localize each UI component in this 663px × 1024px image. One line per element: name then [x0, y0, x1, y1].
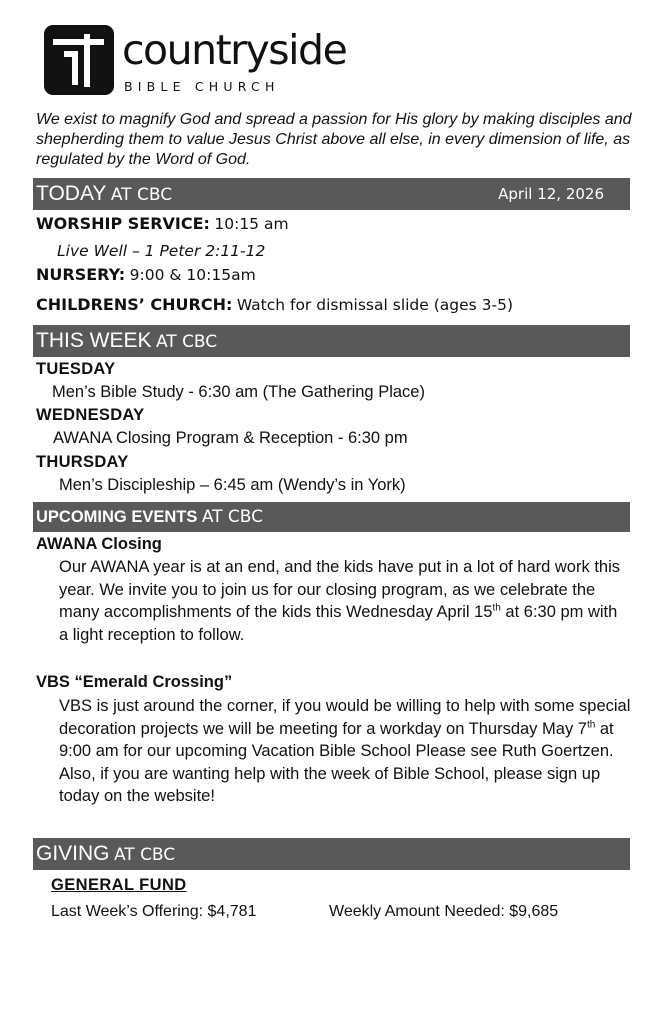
awana-text-a: Our AWANA year is at an end, and the kids have put in a lot of hard work this year. We invite you to join us for our closing program, as we celebrate the many accomplishments of the kids this Wednesday April 15 — [59, 558, 620, 621]
church-logo-icon — [44, 25, 114, 95]
this-week-header-band — [33, 325, 630, 357]
awana-text-b: at 6:30 pm with a light reception to follow. — [59, 603, 618, 644]
day-thursday: THURSDAY — [36, 453, 129, 471]
giving-heading: GIVING — [36, 842, 110, 865]
today-date: April 12, 2026 — [498, 185, 604, 203]
event-tuesday: Men’s Bible Study - 6:30 am (The Gathering Place) — [52, 383, 425, 401]
vbs-description — [59, 695, 631, 808]
today-header-band — [33, 178, 630, 210]
today-heading: TODAY — [36, 182, 107, 205]
nursery-label: NURSERY: — [36, 265, 126, 284]
awana-description — [59, 556, 631, 646]
worship-time: 10:15 am — [214, 215, 289, 233]
vbs-text-a: VBS is just around the corner, if you would be willing to help with some special decoration projects we will be meeting for a workday on Thursday May 7 — [59, 697, 631, 738]
logo-wordmark: countryside — [122, 26, 347, 74]
event-wednesday: AWANA Closing Program & Reception - 6:30 pm — [53, 429, 408, 447]
nursery-row — [36, 264, 256, 287]
childrens-note: Watch for dismissal slide (ages 3-5) — [236, 296, 514, 314]
vbs-title: VBS “Emerald Crossing” — [36, 673, 233, 691]
childrens-church-row — [36, 294, 513, 317]
upcoming-heading: UPCOMING EVENTS — [36, 508, 198, 526]
nursery-time: 9:00 & 10:15am — [129, 266, 256, 284]
awana-sup: th — [492, 602, 501, 614]
mission-statement: We exist to magnify God and spread a passion for His glory by making disciples and shepherding them to value Jesus Christ above all else, in every dimension of life, as regulated by the Word of God. — [36, 111, 632, 168]
sermon-title: Live Well – 1 Peter 2:11-12 — [57, 242, 266, 260]
today-heading-suffix: AT CBC — [110, 185, 173, 205]
upcoming-heading-suffix: AT CBC — [201, 507, 264, 527]
sermon-row — [57, 240, 265, 263]
giving-header-band — [33, 838, 630, 870]
vbs-sup: th — [586, 719, 596, 730]
last-week-offering: Last Week’s Offering: $4,781 — [51, 903, 257, 920]
day-wednesday: WEDNESDAY — [36, 406, 145, 424]
upcoming-header-band — [33, 502, 630, 532]
this-week-heading: THIS WEEK — [36, 329, 152, 352]
event-thursday: Men’s Discipleship – 6:45 am (Wendy’s in York) — [59, 476, 406, 494]
worship-service-row — [36, 213, 289, 236]
general-fund-title: GENERAL FUND — [51, 876, 187, 894]
day-tuesday: TUESDAY — [36, 360, 116, 378]
vbs-text-b: at 9:00 am for our upcoming Vacation Bible School Please see Ruth Goertzen. Also, if you are wanting help with the week of Bible School, please sign up today on the website! — [59, 719, 614, 805]
awana-title: AWANA Closing — [36, 535, 162, 553]
worship-label: WORSHIP SERVICE: — [36, 214, 210, 233]
logo-subtitle: BIBLE CHURCH — [124, 79, 280, 94]
giving-heading-suffix: AT CBC — [113, 845, 176, 865]
this-week-heading-suffix: AT CBC — [155, 332, 218, 352]
childrens-label: CHILDRENS’ CHURCH: — [36, 295, 233, 314]
weekly-amount-needed: Weekly Amount Needed: $9,685 — [329, 903, 559, 920]
